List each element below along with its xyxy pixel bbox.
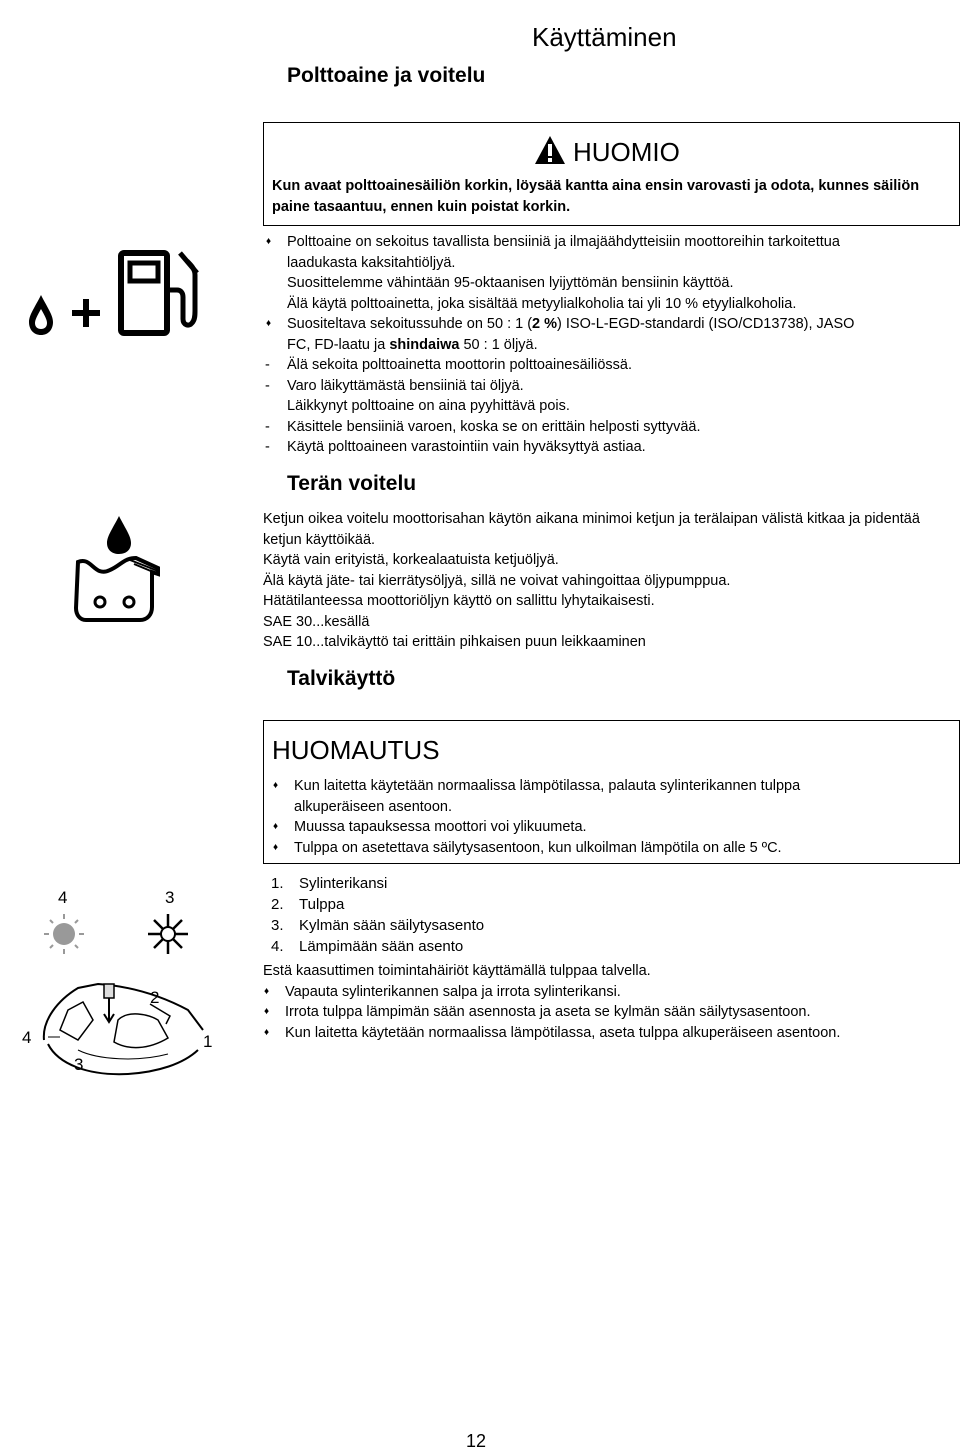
winter-heading: Talvikäyttö [287,667,396,690]
blade-heading: Terän voitelu [287,472,417,495]
bullet-icon: ♦ [264,985,270,997]
bullet-icon: ♦ [266,318,272,329]
parts-list [263,873,763,957]
bullet-icon: ♦ [264,1026,270,1038]
label-3-top: 3 [165,888,175,907]
blade-text [263,509,960,653]
chain-oil-icon [72,512,167,632]
list-item: ♦ Kun laitetta käytetään normaalissa lämpötilassa, aseta tulppa alkuperäiseen asentoon. [263,1023,960,1044]
paragraph: Ketjun oikea voitelu moottorisahan käytön aikana minimoi ketjun ja terälaipan välistä kitkaa ja pidentää ketjun käyttöikää. [263,511,920,548]
list-item: 3. Kylmän sään säilytysasento [271,917,485,934]
list-item: ♦ Polttoaine on sekoitus tavallista bensiiniä ja ilmajäähdytteisiin moottoreihin tarkoitettua laadukasta kaksitahtiöljyä. Suosittelemme vähintään 95-oktaanisen lyijyttömän bensiinin käyttöä. Älä käytä polttoainetta, joka sisältää metyylialkoholia tai yli 10 % etyylialkoholia. [266,234,840,312]
dash-item: - Käytä polttoaineen varastointiin vain hyväksyttyä astiaa. [265,439,646,455]
label-3-bottom: 3 [74,1055,84,1074]
bullet-icon: ♦ [266,236,272,247]
list-item: ♦ Irrota tulppa lämpimän sään asennosta ja aseta se kylmän sään säilytysasentoon. [263,1002,960,1023]
list-item: 2. Tulppa [271,896,345,913]
paragraph: Älä käytä jäte- tai kierrätysöljyä, sillä ne voivat vahingoittaa öljypumppua. [263,572,731,589]
dash-item: - Käsittele bensiiniä varoen, koska se on erittäin helposti syttyvää. [265,418,701,435]
list-item: ♦ Tulppa on asetettava säilytysasentoon, kun ulkoilman lämpötila on alle 5 ºC. [272,838,952,859]
cylinder-cover-figure [20,880,240,1080]
warning-text: Kun avaat polttoainesäiliön korkin, löysää kantta aina ensin varovasti ja odota, kunnes säiliön paine tasaantuu, ennen kuin poistat korkin. [272,178,920,215]
label-1: 1 [203,1032,213,1051]
warning-title: HUOMIO [573,137,680,167]
notice-title: HUOMAUTUS [272,735,440,765]
fuel-section [265,232,955,458]
paragraph: SAE 30...kesällä [263,613,370,630]
label-4-top: 4 [58,888,68,907]
list-item: ♦ Vapauta sylinterikannen salpa ja irrota sylinterikansi. [263,982,960,1003]
cylinder-cover-drawing [38,980,208,1085]
chapter-title: Käyttäminen [532,22,677,52]
page-number: 12 [466,1431,487,1451]
section-title: Polttoaine ja voitelu [287,64,486,87]
bullet-icon: ♦ [273,821,279,832]
bullet-icon: ♦ [264,1006,270,1017]
list-item: 1. Sylinterikansi [271,875,388,892]
warning-triangle-icon [534,135,566,170]
sun-icon [42,912,86,961]
bullet-icon: ♦ [273,780,279,791]
label-4-left: 4 [22,1028,32,1047]
paragraph: Estä kaasuttimen toimintahäiriöt käyttämällä tulppaa talvella. [263,963,651,979]
notice-box [263,720,960,864]
paragraph: SAE 10...talvikäyttö tai erittäin pihkaisen puun leikkaaminen [263,634,646,650]
dash-item: - Älä sekoita polttoainetta moottorin polttoainesäiliössä. [265,357,632,373]
bullet-icon: ♦ [273,841,279,853]
list-item: 4. Lämpimään sään asento [271,938,464,955]
winter-text [263,961,960,1043]
list-item: ♦ Muussa tapauksessa moottori voi ylikuumeta. [272,817,952,838]
fuel-oil-mix-icon [25,245,215,342]
paragraph: Hätätilanteessa moottoriöljyn käyttö on sallittu lyhytaikaisesti. [263,593,655,609]
label-2: 2 [150,988,160,1007]
warning-box [263,122,960,226]
dash-item: - Varo läikyttämästä bensiiniä tai öljyä. Läikkynyt polttoaine on aina pyyhittävä pois. [265,377,570,414]
paragraph: Käytä vain erityistä, korkealaatuista ketjuöljyä. [263,552,559,568]
snowflake-icon [146,912,190,961]
list-item: ♦ Suositeltava sekoitussuhde on 50 : 1 (2 %) ISO-L-EGD-standardi (ISO/CD13738), JASO FC, FD-laatu ja shindaiwa 50 : 1 öljyä. [266,316,855,353]
list-item: ♦ Kun laitetta käytetään normaalissa lämpötilassa, palauta sylinterikannen tulppa alkuperäiseen asentoon. [273,778,801,815]
